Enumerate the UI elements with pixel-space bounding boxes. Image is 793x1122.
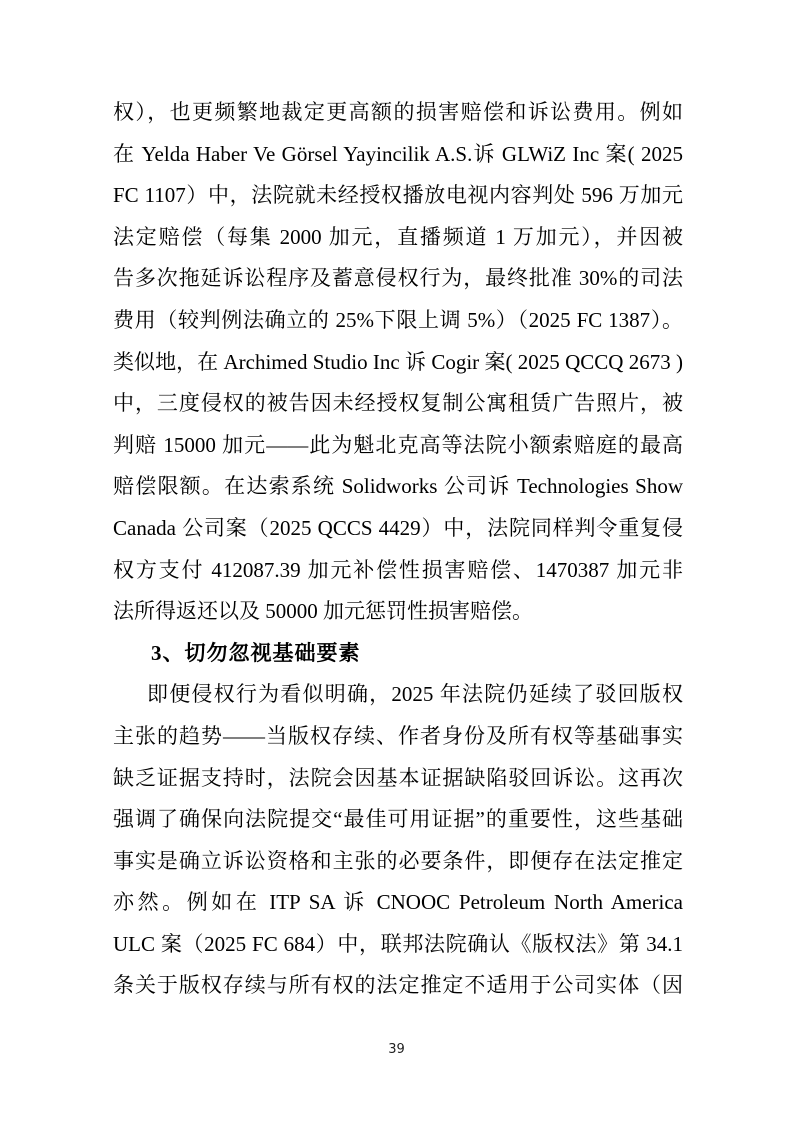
body-line: 亦然。例如在 ITP SA 诉 CNOOC Petroleum North America [113, 890, 683, 915]
document-text-block [113, 92, 683, 1007]
body-line: 费用（较判例法确立的 25%下限上调 5%）（2025 FC 1387）。 [113, 307, 683, 332]
body-line: 判赔 15000 加元——此为魁北克高等法院小额索赔庭的最高 [113, 432, 683, 457]
body-line: 权方支付 412087.39 加元补偿性损害赔偿、1470387 加元非 [113, 557, 683, 582]
body-line: 法定赔偿（每集 2000 加元，直播频道 1 万加元），并因被 [113, 224, 683, 249]
body-line: ULC 案（2025 FC 684）中，联邦法院确认《版权法》第 34.1 [113, 931, 683, 956]
body-line: 在 Yelda Haber Ve Görsel Yayincilik A.S.诉 GLWiZ Inc 案( 2025 [113, 141, 683, 166]
body-line: 事实是确立诉讼资格和主张的必要条件，即便存在法定推定 [113, 848, 683, 873]
body-line: FC 1107）中，法院就未经授权播放电视内容判处 596 万加元 [113, 183, 683, 208]
body-line: 强调了确保向法院提交“最佳可用证据”的重要性，这些基础 [113, 807, 683, 832]
body-line: 即便侵权行为看似明确，2025 年法院仍延续了驳回版权 [147, 682, 683, 707]
body-line: 类似地，在 Archimed Studio Inc 诉 Cogir 案( 2025 QCCQ 2673 ) [113, 349, 683, 374]
body-line: 条关于版权存续与所有权的法定推定不适用于公司实体（因 [113, 973, 683, 998]
body-line: Canada 公司案（2025 QCCS 4429）中，法院同样判令重复侵 [113, 515, 683, 540]
body-line: 告多次拖延诉讼程序及蓄意侵权行为，最终批准 30%的司法 [113, 266, 683, 291]
page-number: 39 [388, 1042, 405, 1057]
section-heading: 3、切勿忽视基础要素 [151, 640, 361, 665]
body-line: 赔偿限额。在达索系统 Solidworks 公司诉 Technologies Show [113, 474, 683, 499]
body-line: 法所得返还以及 50000 加元惩罚性损害赔偿。 [113, 599, 533, 624]
body-line: 主张的趋势——当版权存续、作者身份及所有权等基础事实 [113, 723, 683, 748]
body-line: 中，三度侵权的被告因未经授权复制公寓租赁广告照片，被 [113, 391, 683, 416]
body-line: 缺乏证据支持时，法院会因基本证据缺陷驳回诉讼。这再次 [113, 765, 683, 790]
body-line: 权），也更频繁地裁定更高额的损害赔偿和诉讼费用。例如 [113, 100, 683, 124]
